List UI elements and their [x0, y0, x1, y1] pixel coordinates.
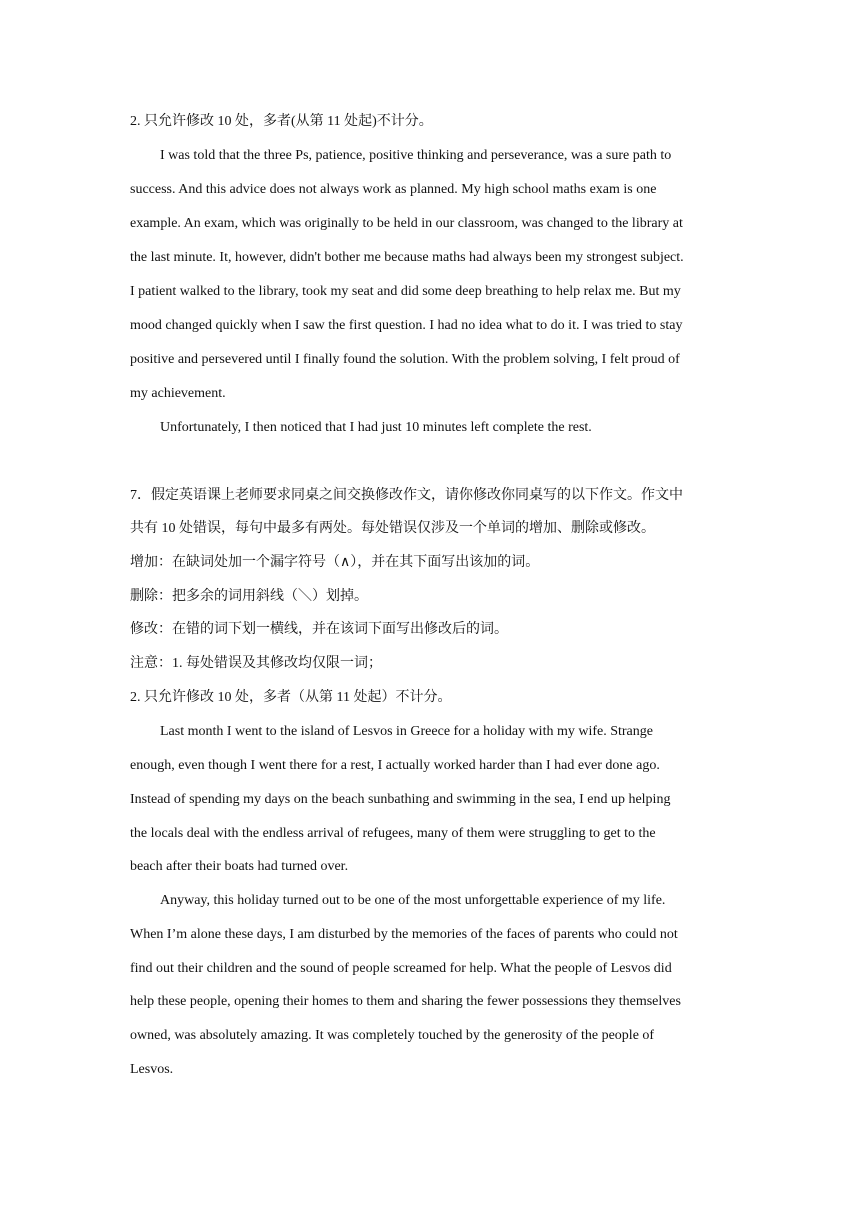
section2-para2-line-2: When I’m alone these days, I am disturbed by the memories of the faces of parents who could not [130, 927, 678, 942]
section2-instruction-2: 共有 10 处错误，每句中最多有两处。每处错误仅涉及一个单词的增加、删除或修改。 [130, 521, 655, 536]
section2-para1-line-4: the locals deal with the endless arrival of refugees, many of them were struggling to get to the [130, 826, 656, 841]
section2-para1-line-3: Instead of spending my days on the beach sunbathing and swimming in the sea, I end up helping [130, 792, 671, 807]
section2-para1-line-5: beach after their boats had turned over. [130, 859, 349, 874]
section1-para1-line-2: success. And this advice does not always work as planned. My high school maths exam is one [130, 182, 657, 197]
section1-para1-line-3: example. An exam, which was originally to be held in our classroom, was changed to the library at [130, 216, 683, 231]
section2-instruction-note: 注意：1. 每处错误及其修改均仅限一词； [130, 656, 382, 671]
section1-para1-line-8: my achievement. [130, 386, 226, 401]
section2-para1-line-1: Last month I went to the island of Lesvos in Greece for a holiday with my wife. Strange [160, 724, 653, 739]
section2-para2-line-3: find out their children and the sound of people screamed for help. What the people of Lesvos did [130, 961, 672, 976]
section1-para1-line-1: I was told that the three Ps, patience, positive thinking and perseverance, was a sure path to [160, 148, 672, 163]
section2-para1-line-2: enough, even though I went there for a rest, I actually worked harder than I had ever done ago. [130, 758, 660, 773]
section1-rule-2: 2. 只允许修改 10 处，多者(从第 11 处起)不计分。 [130, 114, 433, 129]
section2-instruction-delete: 删除：把多余的词用斜线（＼）划掉。 [130, 589, 368, 604]
section2-para2-line-4: help these people, opening their homes to them and sharing the fewer possessions they themselves [130, 994, 681, 1009]
section1-para1-line-4: the last minute. It, however, didn't bother me because maths had always been my strongest subject. [130, 250, 684, 265]
section2-para2-line-1: Anyway, this holiday turned out to be one of the most unforgettable experience of my life. [160, 893, 666, 908]
section2-para2-line-6: Lesvos. [130, 1062, 174, 1077]
section1-para1-line-7: positive and persevered until I finally found the solution. With the problem solving, I felt proud of [130, 352, 680, 367]
section1-para2: Unfortunately, I then noticed that I had just 10 minutes left complete the rest. [160, 420, 592, 435]
section2-instruction-1: 7．假定英语课上老师要求同桌之间交换修改作文，请你修改你同桌写的以下作文。作文中 [130, 488, 683, 503]
section1-para1-line-5: I patient walked to the library, took my seat and did some deep breathing to help relax me. But my [130, 284, 681, 299]
section2-instruction-modify: 修改：在错的词下划一横线，并在该词下面写出修改后的词。 [130, 622, 508, 637]
section2-para2-line-5: owned, was absolutely amazing. It was completely touched by the generosity of the people of [130, 1028, 655, 1043]
section2-instruction-rule-2: 2. 只允许修改 10 处，多者（从第 11 处起）不计分。 [130, 690, 452, 705]
section2-instruction-add: 增加：在缺词处加一个漏字符号（∧），并在其下面写出该加的词。 [130, 555, 540, 570]
section1-para1-line-6: mood changed quickly when I saw the first question. I had no idea what to do it. I was tried to stay [130, 318, 683, 333]
